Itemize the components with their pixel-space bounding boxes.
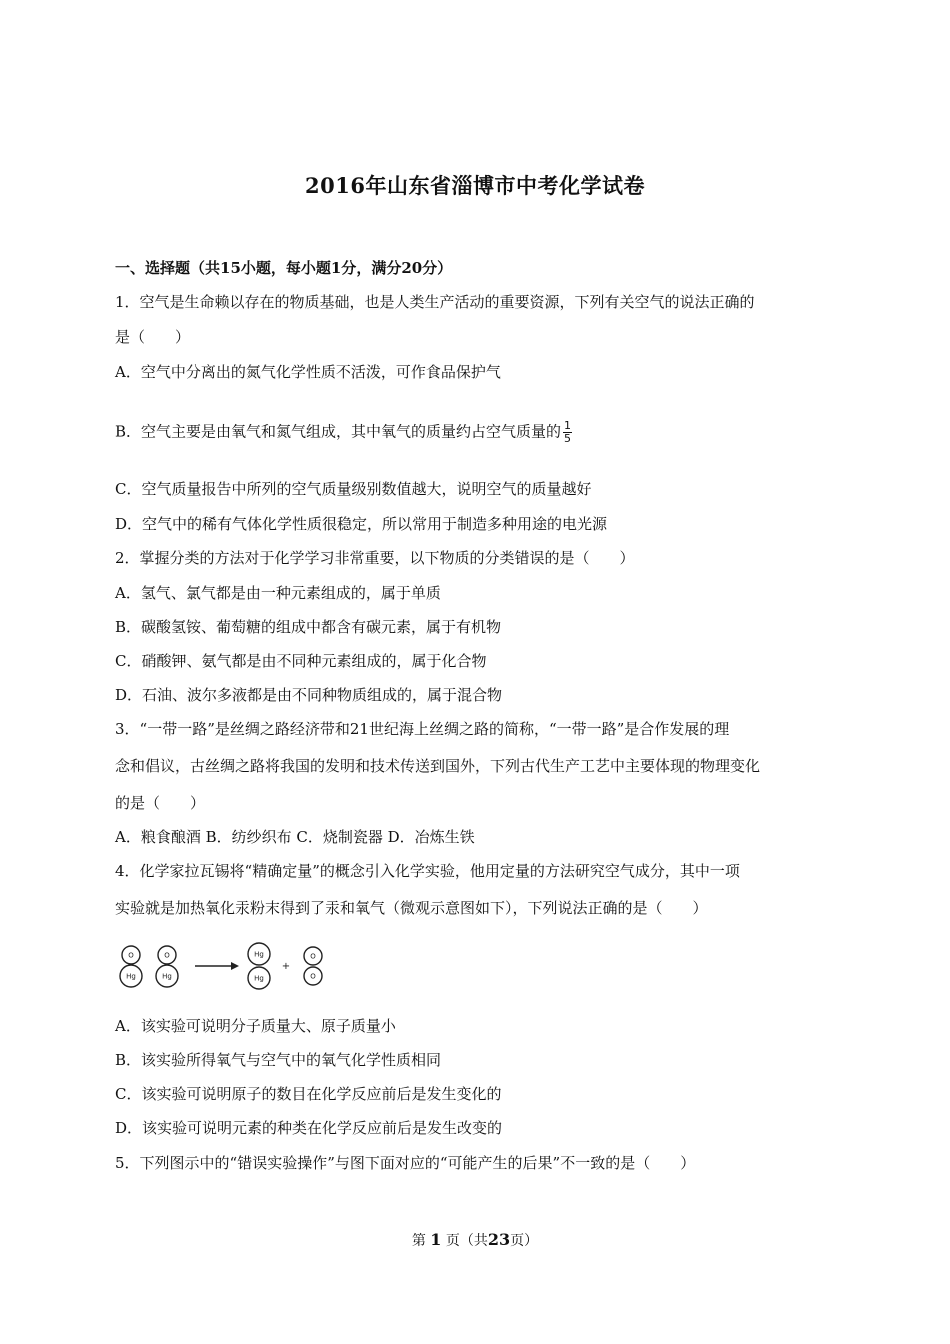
footer-suffix: 页） [510,1233,539,1249]
mercury-atom-label: Hg [126,972,136,981]
q3-options: A．粮食酿酒 B．纺纱织布 C．烧制瓷器 D．冶炼生铁 [115,828,475,846]
q1-option-c: C．空气质量报告中所列的空气质量级别数值越大，说明空气的质量越好 [115,480,592,498]
section-heading: 一、选择题（共15小题，每小题1分，满分20分） [115,259,453,277]
plus-sign: + [281,961,291,972]
q3-stem-line1: 3．“一带一路”是丝绸之路经济带和21世纪海上丝绸之路的简称，“一带一路”是合作发展的理 [115,720,730,738]
fraction-numerator: 1 [564,419,572,432]
fraction-denominator: 5 [564,432,572,445]
q5-stem: 5．下列图示中的“错误实验操作”与图下面对应的“可能产生的后果”不一致的是（ ） [115,1154,696,1172]
oxygen-atom-label: O [128,951,134,960]
oxygen-atom-label: O [164,951,170,960]
q1-option-b-text: B．空气主要是由氧气和氮气组成，其中氧气的质量约占空气质量的 [115,422,562,441]
q2-option-d: D．石油、波尔多液都是由不同种物质组成的，属于混合物 [115,686,503,704]
mercury-atom-label: Hg [162,972,172,981]
q1-option-d: D．空气中的稀有气体化学性质很稳定，所以常用于制造多种用途的电光源 [115,515,608,533]
q3-stem-line2: 念和倡议，古丝绸之路将我国的发明和技术传送到国外，下列古代生产工艺中主要体现的物理变化 [115,757,761,775]
q4-option-b: B．该实验所得氧气与空气中的氧气化学性质相同 [115,1051,442,1069]
footer-middle: 页（共 [445,1233,488,1249]
q1-option-a: A．空气中分离出的氮气化学性质不活泼，可作食品保护气 [115,363,501,381]
q2-option-b: B．碳酸氢铵、葡萄糖的组成中都含有碳元素，属于有机物 [115,618,502,636]
q2-stem: 2．掌握分类的方法对于化学学习非常重要，以下物质的分类错误的是（ ） [115,549,635,567]
footer-page-number: 1 [430,1230,442,1249]
exam-title: 2016年山东省淄博市中考化学试卷 [305,173,645,198]
q1-option-b [115,420,572,445]
q2-option-a: A．氢气、氯气都是由一种元素组成的，属于单质 [115,584,441,602]
footer-total-pages: 23 [487,1230,511,1249]
q4-option-c: C．该实验可说明原子的数目在化学反应前后是发生变化的 [115,1085,502,1103]
q4-stem-line2: 实验就是加热氧化汞粉末得到了汞和氧气（微观示意图如下），下列说法正确的是（ ） [115,899,708,917]
page-footer [0,1230,950,1250]
oxygen-atom-label: O [310,972,316,981]
q3-stem-line3: 的是（ ） [115,794,206,812]
footer-prefix: 第 [411,1233,426,1249]
fraction-one-fifth [563,420,572,445]
q4-option-a: A．该实验可说明分子质量大、原子质量小 [115,1017,396,1035]
q4-option-d: D．该实验可说明元素的种类在化学反应前后是发生改变的 [115,1119,503,1137]
mercury-atom-label: Hg [254,950,264,959]
q1-stem-line2: 是（ ） [115,328,191,346]
q1-stem-line1: 1．空气是生命赖以存在的物质基础，也是人类生产活动的重要资源，下列有关空气的说法正确的 [115,293,755,311]
mercury-oxide-decomposition-diagram [117,940,337,992]
mercury-atom-label: Hg [254,974,264,983]
oxygen-atom-label: O [310,952,316,961]
q2-option-c: C．硝酸钾、氨气都是由不同种元素组成的，属于化合物 [115,652,487,670]
reaction-arrow-head [231,962,239,970]
q4-stem-line1: 4．化学家拉瓦锡将“精确定量”的概念引入化学实验，他用定量的方法研究空气成分，其中一项 [115,862,740,880]
